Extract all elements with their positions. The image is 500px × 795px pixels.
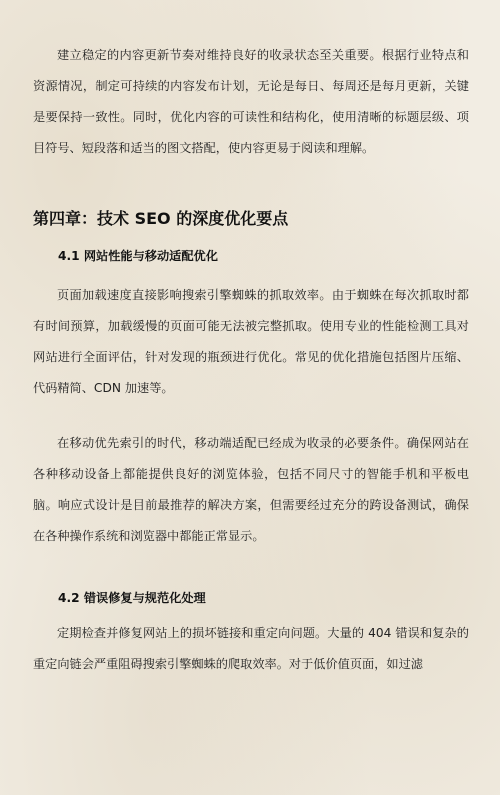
paragraph-mobile-first: 在移动优先索引的时代，移动端适配已经成为收录的必要条件。确保网站在各种移动设备上都能提供良好的浏览体验，包括不同尺寸的智能手机和平板电脑。响应式设计是目前最推荐的解决方案，但需要经过充分的跨设备测试，确保在各种操作系统和浏览器中都能正常显示。: [33, 436, 469, 543]
paragraph-broken-links: 定期检查并修复网站上的损坏链接和重定向问题。大量的 404 错误和复杂的重定向链会严重阻碍搜索引擎蜘蛛的爬取效率。对于低价值页面，如过滤: [33, 626, 469, 671]
paragraph-page-speed: 页面加载速度直接影响搜索引擎蜘蛛的抓取效率。由于蜘蛛在每次抓取时都有时间预算，加载缓慢的页面可能无法被完整抓取。使用专业的性能检测工具对网站进行全面评估，针对发现的瓶颈进行优化。常见的优化措施包括图片压缩、代码精简、CDN 加速等。: [33, 288, 469, 395]
paragraph-content-update: 建立稳定的内容更新节奏对维持良好的收录状态至关重要。根据行业特点和资源情况，制定可持续的内容发布计划，无论是每日、每周还是每月更新，关键是要保持一致性。同时，优化内容的可读性和结构化，使用清晰的标题层级、项目符号、短段落和适当的图文搭配，使内容更易于阅读和理解。: [33, 48, 469, 155]
section-title-error-fix: 4.2 错误修复与规范化处理: [58, 591, 206, 605]
chapter-title: 第四章：技术 SEO 的深度优化要点: [33, 209, 289, 228]
section-title-performance: 4.1 网站性能与移动适配优化: [58, 249, 218, 263]
